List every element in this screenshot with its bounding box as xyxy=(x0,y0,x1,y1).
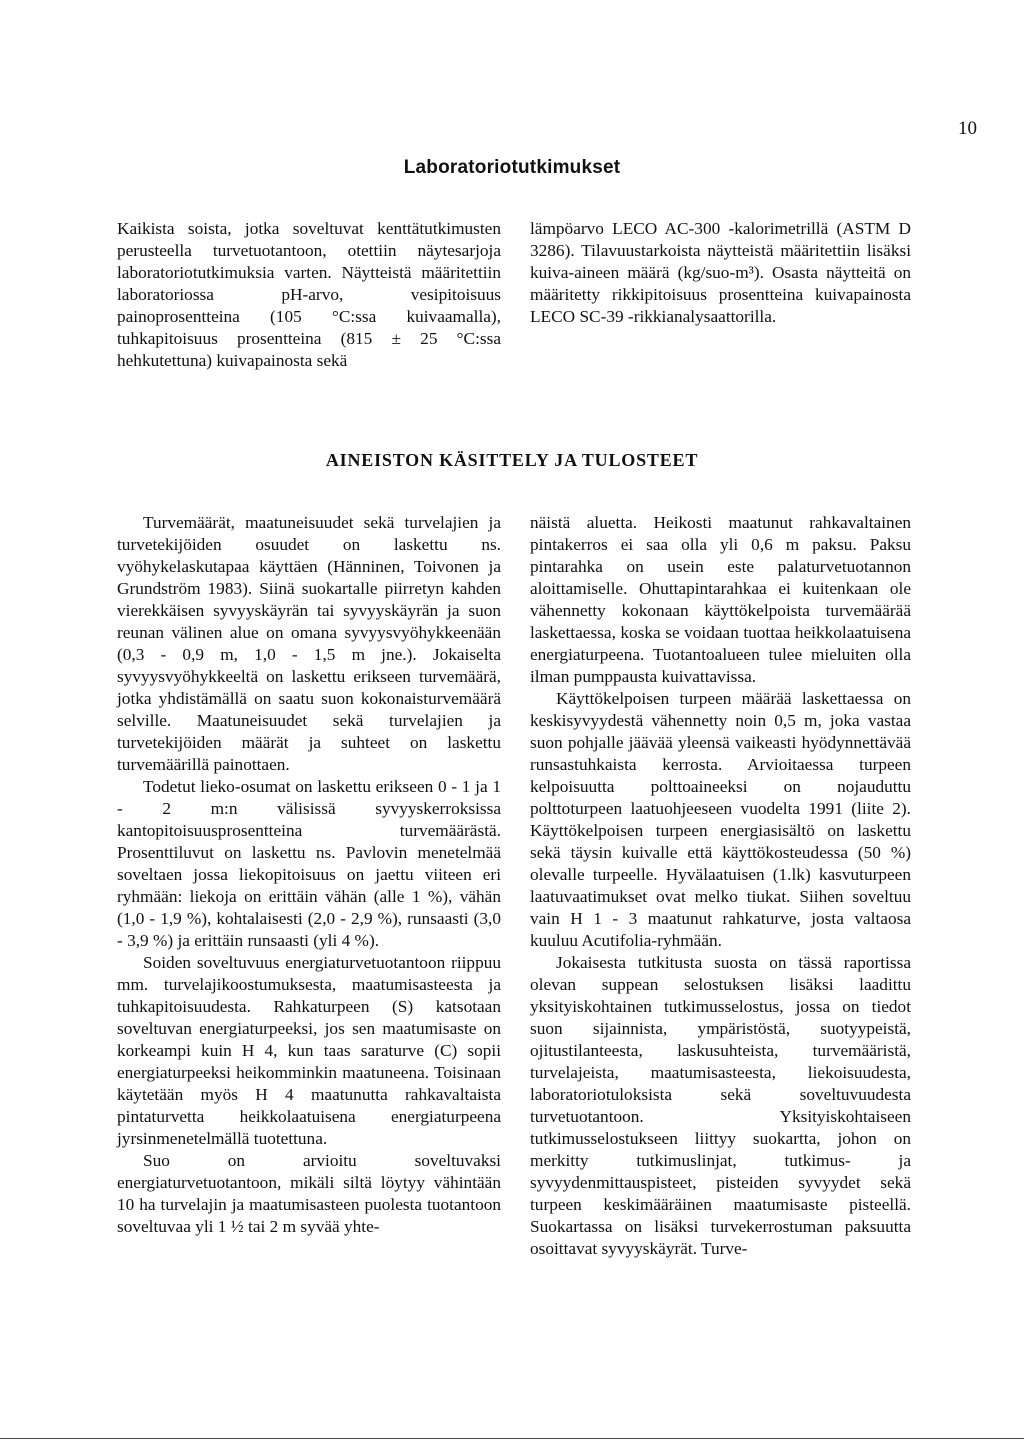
lab-column-left xyxy=(117,218,501,372)
results-column-right xyxy=(530,512,911,1260)
paragraph: Käyttökelpoisen turpeen määrää laskettaessa on keskisyvyydestä vähennetty noin 0,5 m, joka vastaa suon pohjalle jäävää yleensä vaikeasti hyödynnettävää runsastuhkaista kerrosta. Arvioitaessa turpeen kelpoisuutta polttoaineeksi on nojauduttu polttoturpeen laatuohjeeseen vuodelta 1991 (liite 2). Käyttökelpoisen turpeen energiasisältö on laskettu sekä täysin kuivalle että käyttökosteudessa (50 %) olevalle turpeelle. Hyvälaatuisen (1.lk) kasvuturpeen laatuvaatimukset ovat melko tiukat. Siihen soveltuu vain H 1 - 3 maatunut rahkaturve, josta valtaosa kuuluu Acutifolia-ryhmään. xyxy=(530,689,911,950)
paragraph: Turvemäärät, maatuneisuudet sekä turvelajien ja turvetekijöiden osuudet on laskettu ns. vyöhykelaskutapaa käyttäen (Hänninen, Toivonen ja Grundström 1983). Siinä suokartalle piirretyn kahden vierekkäisen syvyyskäyrän tai syvyyskäyrän ja suon reunan välinen alue on omana syvyysvyöhykkeenään (0,3 - 0,9 m, 1,0 - 1,5 m jne.). Jokaiselta syvyysvyöhykkeeltä on laskettu erikseen turvemäärä, jotka yhdistämällä on saatu suon kokonaisturvemäärä selville. Maatuneisuudet sekä turvelajien ja turvetekijöiden määrät ja suhteet on laskettu turvemäärillä painottaen. xyxy=(117,513,501,774)
bottom-rule xyxy=(0,1438,1024,1439)
results-column-left xyxy=(117,512,501,1238)
paragraph: Todetut lieko-osumat on laskettu erikseen 0 - 1 ja 1 - 2 m:n välisissä syvyyskerroksissa kantopitoisuusprosentteina turvemäärästä. Prosenttiluvut on laskettu ns. Pavlovin menetelmää soveltaen jossa liekopitoisuus on jaettu viiteen eri ryhmään: liekoja on erittäin vähän (alle 1 %), vähän (1,0 - 1,9 %), kohtalaisesti (2,0 - 2,9 %), runsaasti (3,0 - 3,9 %) ja erittäin runsaasti (yli 4 %). xyxy=(117,777,501,950)
section-heading-laboratory: Laboratoriotutkimukset xyxy=(403,157,621,178)
paragraph: Soiden soveltuvuus energiaturvetuotantoon riippuu mm. turvelajikoostumuksesta, maatumisasteesta ja tuhkapitoisuudesta. Rahkaturpeen (S) katsotaan soveltuvan energiaturpeeksi, jos sen maatumisaste on korkeampi kuin H 4, kun taas saraturve (C) sopii energiaturpeeksi heikomminkin maatuneena. Toisinaan käytetään myös H 4 maatunutta rahkavaltaista pintaturvetta heikkolaatuisena energiaturpeena jyrsinmenetelmällä tuotettuna. xyxy=(117,953,501,1148)
section-heading-results: AINEISTON KÄSITTELY JA TULOSTEET xyxy=(325,450,699,470)
paragraph: näistä aluetta. Heikosti maatunut rahkavaltainen pintakerros ei saa olla yli 0,6 m paksu. Paksu pintarahka on usein este palaturvetuotannon aloittamiselle. Ohuttapintarahkaa ei kuitenkaan ole vähennetty kokonaan käyttökelpoista turvemäärää laskettaessa, koska se voidaan tuottaa heikkolaatuisena energiaturpeena. Tuotantoalueen tulee mieluiten olla ilman pumppausta kuivattavissa. xyxy=(530,513,911,686)
paragraph: Suo on arvioitu soveltuvaksi energiaturvetuotantoon, mikäli siltä löytyy vähintään 10 ha turvelajin ja maatumisasteen puolesta tuotantoon soveltuvaa yli 1 ½ tai 2 m syvää yhte- xyxy=(117,1151,501,1236)
paragraph: Kaikista soista, jotka soveltuvat kenttätutkimusten perusteella turvetuotantoon, otettiin näytesarjoja laboratoriotutkimuksia varten. Näytteistä määritettiin laboratoriossa pH-arvo, vesipitoisuus painoprosentteina (105 °C:ssa kuivaamalla), tuhkapitoisuus prosentteina (815 ± 25 °C:ssa hehkutettuna) kuivapainosta sekä xyxy=(117,219,501,370)
paragraph: Jokaisesta tutkitusta suosta on tässä raportissa olevan suppean selostuksen lisäksi laadittu yksityiskohtainen tutkimusselostus, jossa on tiedot suon sijainnista, ympäristöstä, suotyypeistä, ojitustilanteesta, laskusuhteista, turvemääristä, turvelajeista, maatumisasteesta, liekoisuudesta, laboratoriotuloksista sekä soveltuvuudesta turvetuotantoon. Yksityiskohtaiseen tutkimusselostukseen liittyy suokartta, johon on merkitty tutkimuslinjat, tutkimus- ja syvyydenmittauspisteet, pisteiden syvyydet sekä turpeen keskimääräinen maatumisaste pisteellä. Suokartassa on lisäksi turvekerrostuman paksuutta osoittavat syvyyskäyrät. Turve- xyxy=(530,953,911,1258)
page-number: 10 xyxy=(958,118,977,139)
paragraph: lämpöarvo LECO AC-300 -kalorimetrillä (ASTM D 3286). Tilavuustarkoista näytteistä määritettiin lisäksi kuiva-aineen määrä (kg/suo-m³). Osasta näytteitä on määritetty rikkipitoisuus prosentteina kuivapainosta LECO SC-39 -rikkianalysaattorilla. xyxy=(530,219,911,326)
lab-column-right xyxy=(530,218,911,328)
